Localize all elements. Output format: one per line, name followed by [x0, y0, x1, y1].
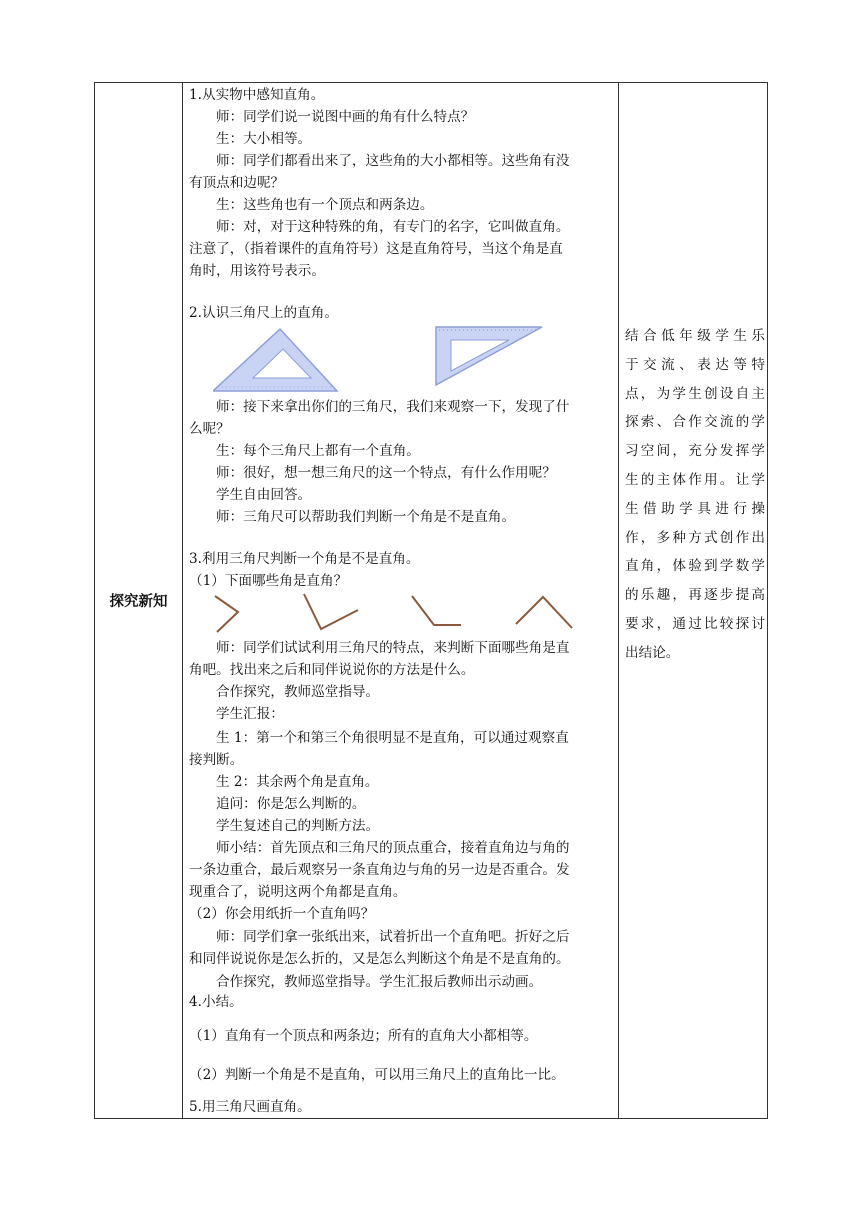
paragraph-line: 学生复述自己的判断方法。 [216, 818, 380, 834]
lesson-table [94, 82, 768, 1119]
main-content [183, 83, 618, 1118]
heading-1: 1.从实物中感知直角。 [189, 87, 325, 103]
paragraph-line: 师小结：首先顶点和三角尺的顶点重合，接着直角边与角的 [216, 840, 570, 856]
paragraph-line: 学生汇报： [216, 706, 284, 722]
design-note-cell [619, 83, 768, 1119]
paragraph-line: 师：三角尺可以帮助我们判断一个角是不是直角。 [216, 509, 516, 525]
heading-5: 5.用三角尺画直角。 [189, 1099, 311, 1115]
main-content-cell [183, 83, 619, 1119]
paragraph-line: 师：同学们说一说图中画的角有什么特点？ [216, 109, 475, 125]
note-line: 生借助学具进行操 [625, 500, 765, 517]
heading-4: 4.小结。 [189, 994, 243, 1010]
paragraph-line: 师：对，对于这种特殊的角，有专门的名字，它叫做直角。 [216, 219, 570, 235]
heading-2: 2.认识三角尺上的直角。 [189, 305, 338, 321]
paragraph-line: 师：接下来拿出你们的三角尺，我们来观察一下，发现了什 [216, 399, 570, 415]
note-line: 作，多种方式创作出 [625, 529, 765, 546]
paragraph-line: 角时，用该符号表示。 [189, 263, 325, 279]
triangle-rulers-illustration [213, 321, 563, 395]
section-label-cell [95, 83, 183, 1119]
design-note [619, 83, 767, 1118]
note-line: 的乐趣，再逐步提高 [625, 587, 765, 604]
note-line: 要求，通过比较探讨 [625, 615, 765, 632]
paragraph-line: 注意了，（指着课件的直角符号）这是直角符号，当这个角是直 [189, 241, 563, 257]
note-line: 直角，体验到学数学 [625, 558, 765, 575]
paragraph-line: 生：每个三角尺上都有一个直角。 [216, 443, 420, 459]
paragraph-line: 一条边重合，最后观察另一条直角边与角的另一边是否重合。发 [189, 862, 570, 878]
heading-3: 3.利用三角尺判断一个角是不是直角。 [189, 551, 420, 567]
note-line: 点，为学生创设自主 [625, 385, 765, 402]
paragraph-line: 师：同学们试试利用三角尺的特点，来判断下面哪些角是直 [216, 640, 570, 656]
angle-3-icon [412, 596, 461, 625]
paragraph-line: 角吧。找出来之后和同伴说说你的方法是什么。 [189, 662, 475, 678]
paragraph-line: 师：同学们拿一张纸出来，试着折出一个直角吧。折好之后 [216, 929, 570, 945]
paragraph-line: 合作探究，教师巡堂指导。 [216, 684, 380, 700]
note-line: 出结论。 [625, 644, 680, 661]
note-line: 结合低年级学生乐 [625, 328, 765, 344]
paragraph-line: 么呢？ [189, 421, 230, 437]
note-line: 于交流、表达等特 [625, 356, 765, 373]
paragraph-line: 师：很好，想一想三角尺的这一个特点，有什么作用呢？ [216, 465, 556, 481]
design-note-text [625, 322, 765, 668]
section-label: 探究新知 [109, 594, 168, 610]
angles-illustration [213, 592, 583, 636]
summary-line: （2）判断一个角是不是直角，可以用三角尺上的直角比一比。 [189, 1067, 565, 1083]
paragraph-line: 和同伴说说你是怎么折的，又是怎么判断这个角是不是直角的。 [189, 951, 570, 967]
paragraph-line: 生 2：其余两个角是直角。 [216, 774, 379, 790]
paragraph-line: 合作探究，教师巡堂指导。学生汇报后教师出示动画。 [216, 974, 543, 990]
paragraph-line: 师：同学们都看出来了，这些角的大小都相等。这些角有没 [216, 153, 570, 169]
question-line: （1）下面哪些角是直角？ [189, 573, 348, 589]
paragraph-line: 追问：你是怎么判断的。 [216, 796, 366, 812]
angle-1-icon [215, 596, 238, 632]
paragraph-line: 生 1：第一个和第三个角很明显不是直角，可以通过观察直 [216, 730, 569, 746]
paragraph-line: 生：这些角也有一个顶点和两条边。 [216, 197, 434, 213]
summary-line: （1）直角有一个顶点和两条边；所有的直角大小都相等。 [189, 1028, 538, 1044]
angle-2-icon [304, 594, 358, 629]
set-square-30-60-icon [436, 327, 542, 385]
paragraph-line: 生：大小相等。 [216, 131, 312, 147]
paragraph-line: 接判断。 [189, 752, 244, 768]
note-line: 习空间，充分发挥学 [625, 443, 765, 460]
paragraph-line: 学生自由回答。 [216, 487, 312, 503]
table-row [95, 83, 768, 1119]
set-square-45-icon [213, 329, 337, 391]
paragraph-line: 有顶点和边呢？ [189, 175, 285, 191]
question-line: （2）你会用纸折一个直角吗？ [189, 906, 375, 922]
angle-4-icon [516, 597, 572, 628]
note-line: 生的主体作用。让学 [625, 471, 765, 488]
note-line: 探索、合作交流的学 [625, 414, 765, 431]
paragraph-line: 现重合了，说明这两个角都是直角。 [189, 884, 407, 900]
